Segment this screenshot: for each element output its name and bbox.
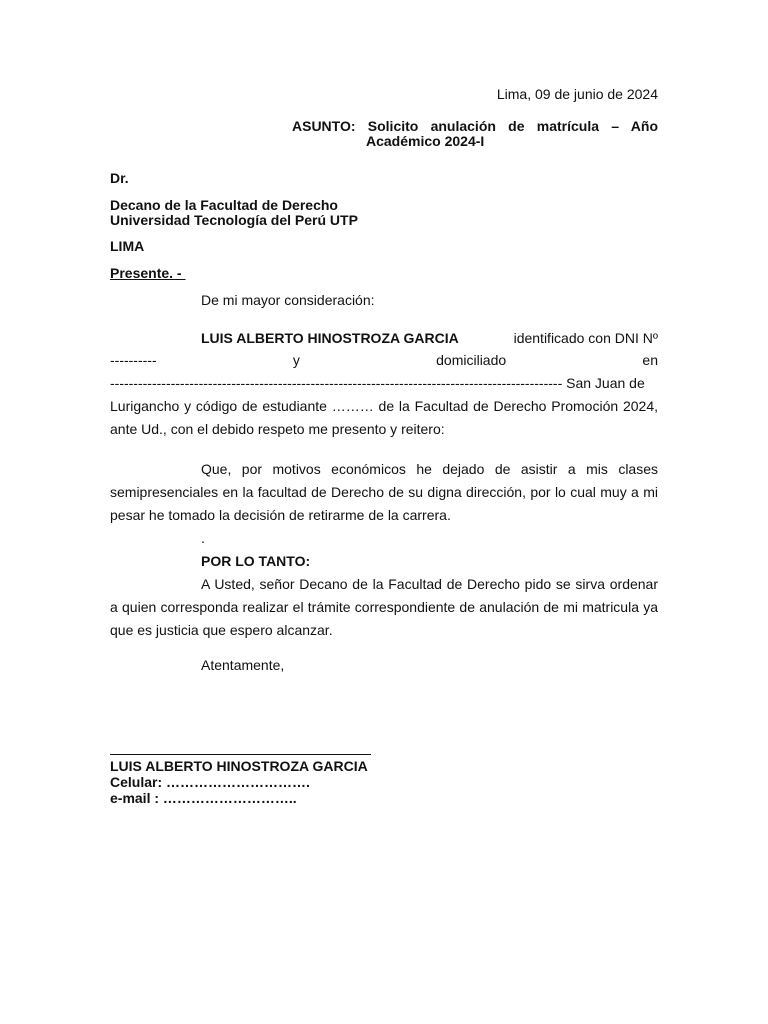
signature-name: LUIS ALBERTO HINOSTROZA GARCIA [110,758,368,774]
por-lo-tanto: POR LO TANTO: [201,553,311,569]
recipient-title: Dr. [110,170,129,186]
intro-line-1 [201,330,658,346]
recipient-line-2: Universidad Tecnología del Perú UTP [110,212,358,228]
recipient-city: LIMA [110,238,145,254]
signature-email: e-mail : ……………………….. [110,790,297,806]
intro-line-4: ante Ud., con el debido respeto me presento y reitero: [110,421,445,437]
word-y: y [292,352,300,368]
greeting: De mi mayor consideración: [201,292,375,308]
recipient-line-1: Decano de la Facultad de Derecho [110,197,338,213]
word-domiciliado: domiciliado [436,352,507,368]
closing: Atentamente, [201,657,285,673]
intro-line-1-rest: identificado con DNI Nº [509,330,658,346]
word-en: en [642,352,658,368]
intro-line-3: Lurigancho y código de estudiante ……… de la Facultad de Derecho Promoción 2024, [110,398,658,414]
paragraph-reasons: Que, por motivos económicos he dejado de asistir a mis clases semipresenciales en la facultad de Derecho de su digna dirección, por lo cual muy a mi pesar he tomado la decisión de retirarme de la carrera. [110,461,658,523]
applicant-name: LUIS ALBERTO HINOSTROZA GARCIA [201,330,459,346]
paragraph-request: A Usted, señor Decano de la Facultad de Derecho pido se sirva ordenar a quien corresponda realizar el trámite correspondiente de anulación de mi matricula ya que es justicia que espero alcanzar. [110,576,658,638]
address-line: ------------------------------------------------------------------------------------------------- San Juan de [110,375,645,391]
dot-line: . [201,530,205,546]
subject-line-1: ASUNTO: Solicito anulación de matrícula – Año [292,118,658,134]
presente-line: Presente. - [110,265,186,281]
place-date: Lima, 09 de junio de 2024 [496,86,658,102]
dni-blank: ---------- [110,352,157,368]
signature-phone: Celular: …………………………. [110,774,310,790]
signature-line [110,754,371,755]
subject-line-2: Académico 2024-I [366,133,485,149]
letter-page [110,0,658,1024]
intro-line-2 [110,352,658,368]
